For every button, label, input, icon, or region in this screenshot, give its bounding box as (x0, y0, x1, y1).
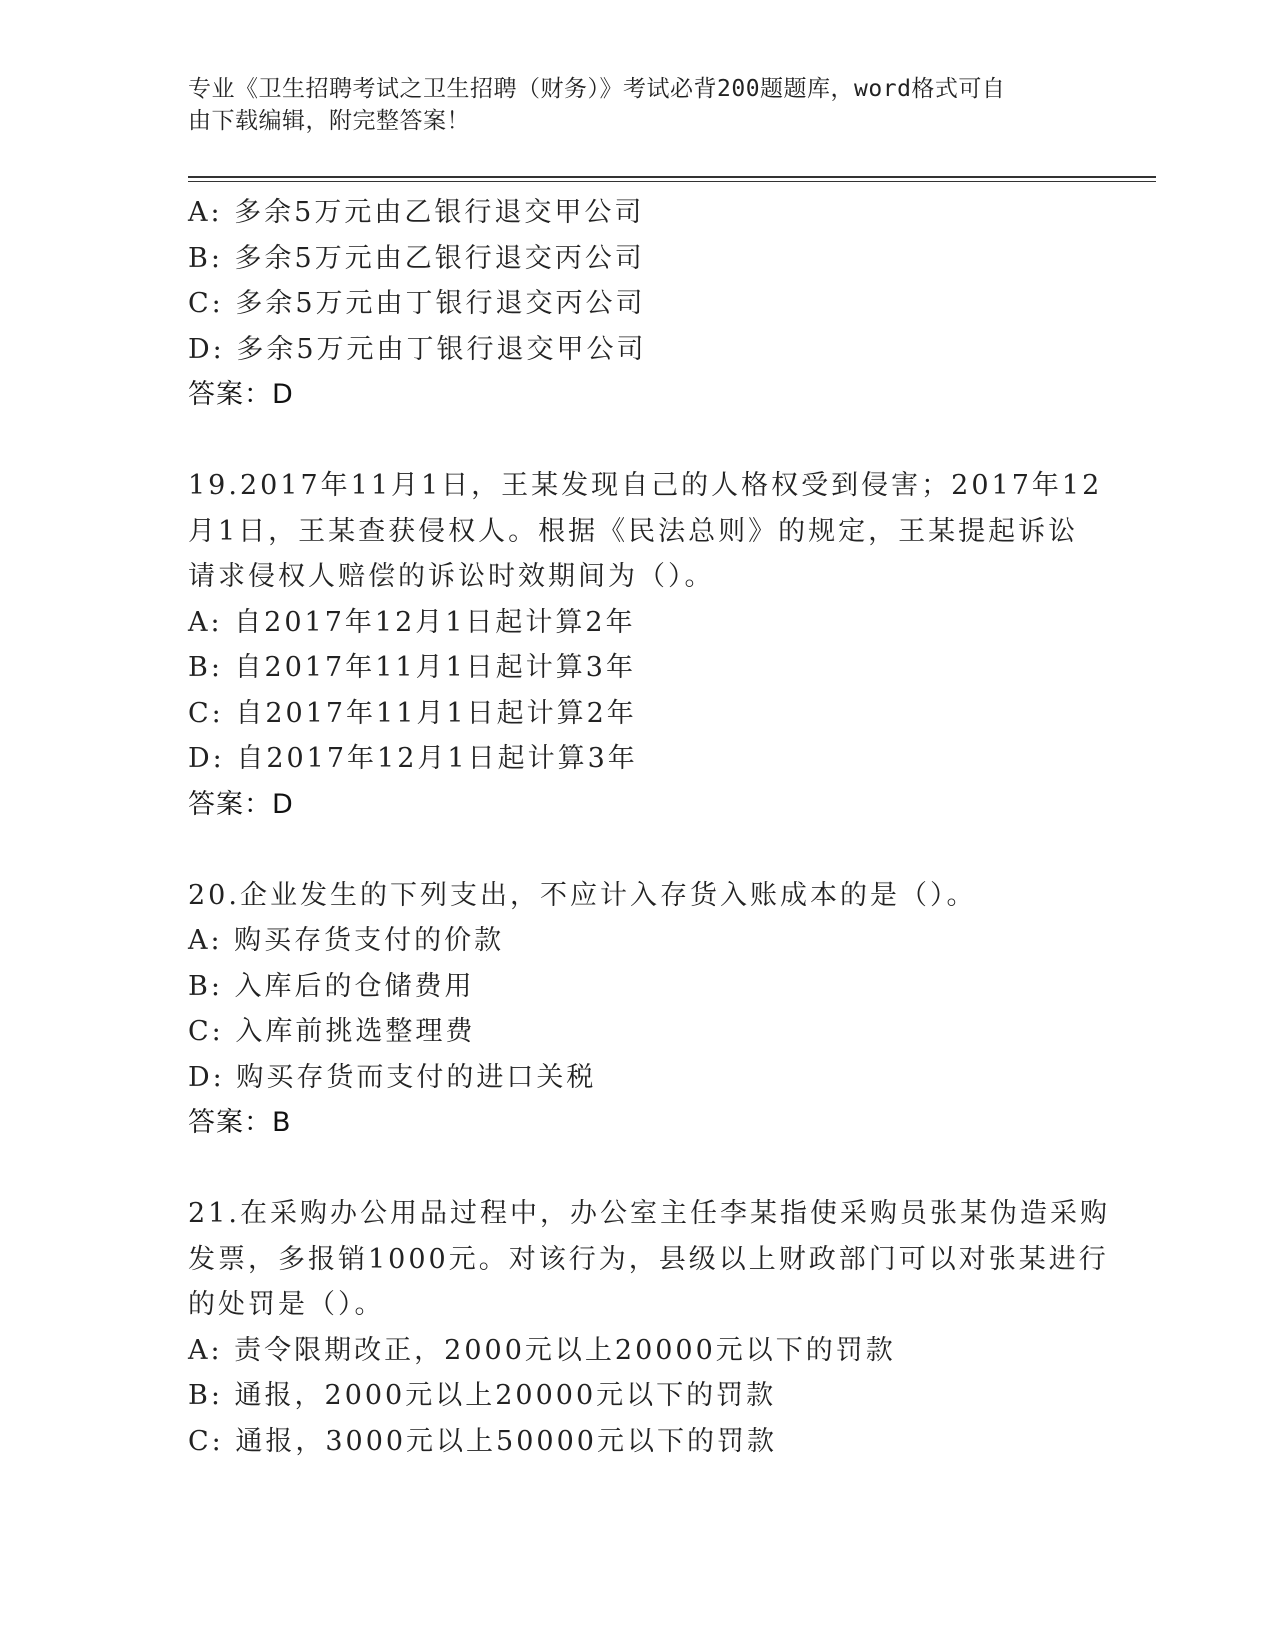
option-a: A: 自2017年12月1日起计算2年 (188, 606, 636, 638)
question-20 (188, 873, 1088, 1146)
option-d: D: 自2017年12月1日起计算3年 (188, 743, 638, 774)
option-b: B: 入库后的仓储费用 (188, 970, 475, 1002)
header-title-line-1: 专业《卫生招聘考试之卫生招聘（财务）》考试必背200题题库，word格式可自 (188, 76, 1006, 102)
question-stem-line: 21.在采购办公用品过程中，办公室主任李某指使采购员张某伪造采购 (188, 1198, 1110, 1229)
question-list (188, 190, 1110, 1464)
header-divider (188, 176, 1156, 182)
question-21 (188, 1191, 1110, 1464)
option-b: B: 自2017年11月1日起计算3年 (188, 652, 636, 683)
header-title-line-2: 由下载编辑，附完整答案！ (188, 108, 470, 134)
option-d: D: 多余5万元由丁银行退交甲公司 (188, 333, 647, 365)
option-c: C: 自2017年11月1日起计算2年 (188, 697, 637, 729)
spacer (188, 1146, 1088, 1192)
option-a: A: 多余5万元由乙银行退交甲公司 (188, 197, 645, 228)
option-b: B: 多余5万元由乙银行退交丙公司 (188, 242, 645, 274)
option-b: B: 通报，2000元以上20000元以下的罚款 (188, 1380, 777, 1411)
document-header (188, 73, 1068, 137)
question-stem-line: 发票，多报销1000元。对该行为，县级以上财政部门可以对张某进行 (188, 1243, 1109, 1275)
answer-line: 答案：D (188, 379, 294, 410)
question-stem-line: 20.企业发生的下列支出，不应计入存货入账成本的是（）。 (188, 879, 977, 911)
option-c: C: 通报，3000元以上50000元以下的罚款 (188, 1425, 777, 1457)
option-c: C: 入库前挑选整理费 (188, 1016, 476, 1047)
option-c: C: 多余5万元由丁银行退交丙公司 (188, 288, 646, 319)
option-a: A: 购买存货支付的价款 (188, 925, 505, 956)
answer-line: 答案：B (188, 1107, 292, 1138)
option-a: A: 责令限期改正，2000元以上20000元以下的罚款 (188, 1334, 896, 1366)
spacer (188, 827, 1088, 873)
question-18-tail (188, 190, 1088, 418)
question-stem-line: 19.2017年11月1日，王某发现自己的人格权受到侵害；2017年12 (188, 470, 1103, 501)
question-stem-line: 的处罚是（）。 (188, 1289, 385, 1320)
question-19 (188, 463, 1103, 827)
spacer (188, 418, 1088, 464)
answer-line: 答案：D (188, 788, 294, 820)
option-d: D: 购买存货而支付的进口关税 (188, 1061, 597, 1093)
question-stem-line: 请求侵权人赔偿的诉讼时效期间为（）。 (188, 561, 715, 592)
question-stem-line: 月1日，王某查获侵权人。根据《民法总则》的规定，王某提起诉讼 (188, 515, 1079, 547)
